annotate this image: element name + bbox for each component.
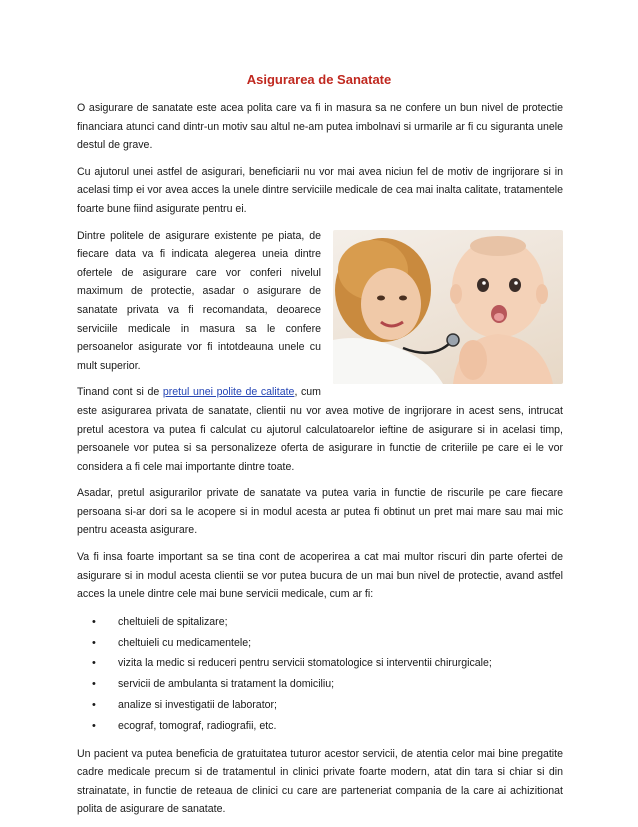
paragraph-5: Asadar, pretul asigurarilor private de sanatate va putea varia in functie de riscurile pe care fiecare persoana si-ar dori sa le acopere si in modul acesta ar putea fi obtinut un pret mai mare sau mai mic pentru aceasta asigurare.: [77, 487, 563, 537]
list-item-text: servicii de ambulanta si tratament la domiciliu;: [118, 678, 335, 691]
document-body: [77, 99, 563, 827]
paragraph-2: Cu ajutorul unei astfel de asigurari, beneficiarii nu vor mai avea niciun fel de motiv de ingrijorare si in acelasi timp ei vor avea acces la unele dintre serviciile medicale de cea mai inalta calitate, tratamentele foarte bune fiind asigurate pentru ei.: [77, 165, 563, 215]
document-title: Asigurarea de Sanatate: [246, 72, 392, 87]
list-item: [77, 653, 563, 674]
list-item: [77, 612, 563, 633]
bullet-icon: •: [92, 699, 96, 712]
list-item-text: cheltuieli cu medicamentele;: [118, 636, 252, 649]
services-list: [77, 612, 563, 737]
list-item-text: ecograf, tomograf, radiografii, etc.: [118, 719, 277, 732]
paragraph-7: Un pacient va putea beneficia de gratuitatea tuturor acestor servicii, de atentia celor mai bine pregatite cadre medicale precum si de tratamentul in clinici private foarte modern, atat din tara si chiar si din strainatate, in functie de reteaua de clinici cu care are parteneriat compania de la care ai achizitionat polita de asigurare de sanatate.: [77, 747, 563, 816]
price-policy-link[interactable]: pretul unei polite de calitate: [162, 386, 295, 399]
paragraph-1: O asigurare de sanatate este acea polita care va fi in masura sa ne confere un bun nivel de protectie financiara atunci cand dintr-un motiv sau altul ne-am putea imbolnavi si urmarile ar fi cu siguranta unele destul de grave.: [77, 102, 563, 152]
paragraph-4: [77, 383, 563, 476]
bullet-icon: •: [92, 719, 96, 732]
paragraph-3: Dintre politele de asigurare existente pe piata, de fiecare data va fi indicata alegerea uneia dintre ofertele de asigurare care vor conferi nivelul maximum de protectie, asadar o asigurare de sanatate privata va fi recomandata, deoarece serviciile medicale in masura sa le confere persoanelor asigurate vor fi intotdeauna unele cu mult superior.: [77, 229, 321, 372]
list-item: [77, 674, 563, 695]
list-item: [77, 695, 563, 716]
list-item: [77, 716, 563, 737]
list-item: [77, 633, 563, 654]
photo-illustration: [333, 230, 563, 384]
list-item-text: cheltuieli de spitalizare;: [118, 615, 228, 628]
bullet-icon: •: [92, 657, 96, 670]
doctor-baby-photo: [333, 230, 563, 384]
bullet-icon: •: [92, 615, 96, 628]
paragraph-4-start: Tinand cont si de: [77, 386, 163, 399]
list-item-text: analize si investigatii de laborator;: [118, 699, 277, 712]
paragraph-6: Va fi insa foarte important sa se tina cont de acoperirea a cat mai multor riscuri din parte ofertei de asigurare si in modul acesta clientii se vor putea bucura de un mai bun nivel de protectie, avand astfel acces la unele dintre cele mai bune servicii medicale, cum ar fi:: [77, 551, 563, 601]
paragraph-4-end: , cum este asigurarea privata de sanatate, clientii nu vor avea motive de ingrijorare in acest sens, intrucat pretul acestora va putea fi calculat cu ajutorul calculatoarelor ieftine de asigurare si in acelasi timp, persoanele vor putea si sa personalizeze oferta de asigurare in functie de criteriile pe care ei le vor considera a fi cele mai importante dintre toate.: [77, 386, 563, 473]
bullet-icon: •: [92, 678, 96, 691]
bullet-icon: •: [92, 636, 96, 649]
list-item-text: vizita la medic si reduceri pentru servicii stomatologice si interventii chirurgicale;: [118, 657, 492, 670]
